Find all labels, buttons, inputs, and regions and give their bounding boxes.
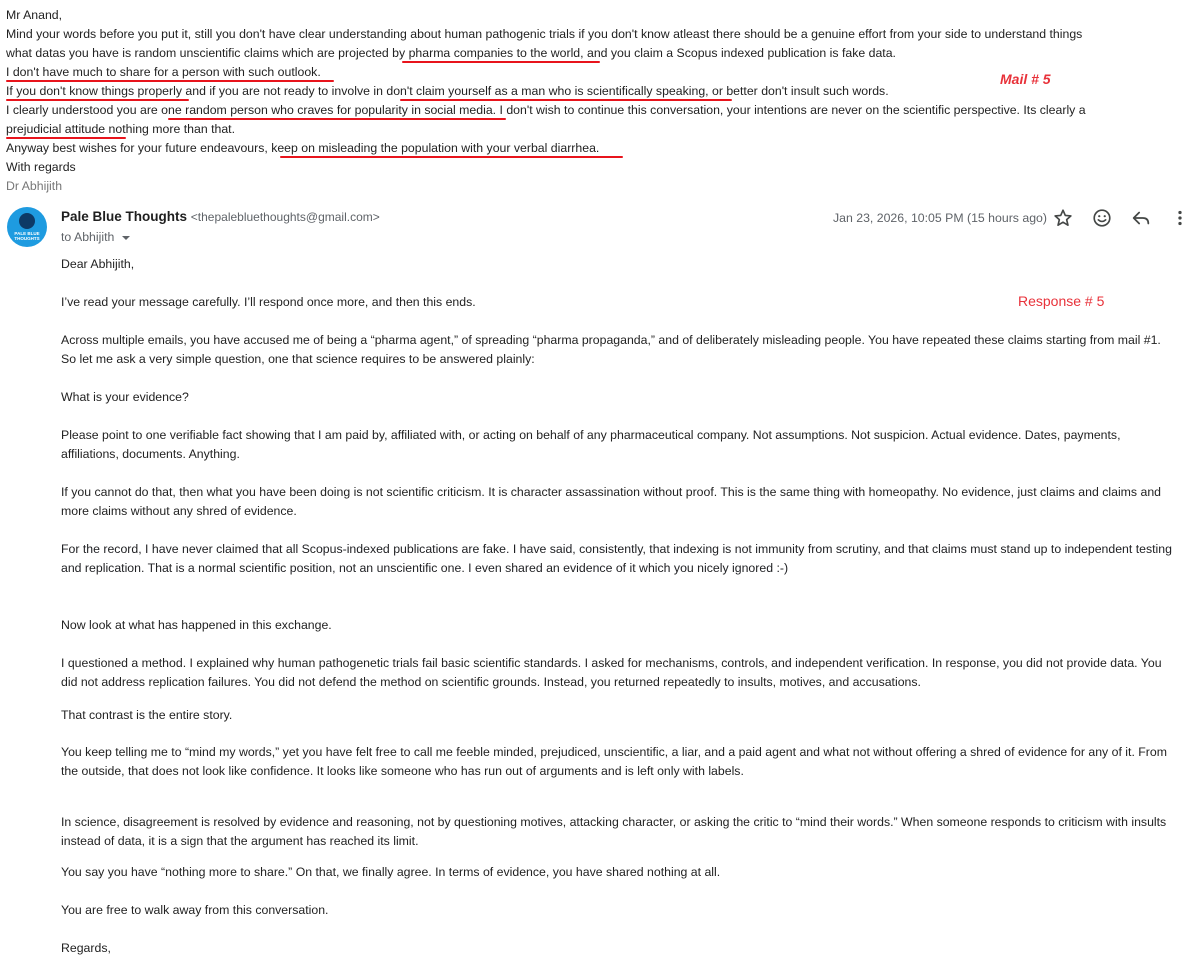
chevron-down-icon[interactable] [121,233,131,243]
red-underline [280,156,623,158]
quoted-line: With regards [6,160,76,174]
sender[interactable] [61,209,380,224]
mail-annotation: Mail # 5 [1000,71,1051,87]
sender-email[interactable]: <thepalebluethoughts@gmail.com> [190,210,380,224]
body-paragraph: You keep telling me to “mind my words,” yet you have felt free to call me feeble minded, prejudiced, unscientific, a liar, and a paid agent and what not without offering a shred of evidence for any of it. From the outside, that does not look like confidence. It looks like someone who has run out of arguments and is left only with labels. [61,745,1167,778]
quoted-signature: Dr Abhijith [6,179,63,193]
quoted-line: I don't have much to share for a person with such outlook. [6,65,321,79]
body-paragraph: You are free to walk away from this conversation. [61,903,329,917]
response-annotation: Response # 5 [1018,293,1105,309]
red-underline [6,99,189,101]
avatar-logo [19,213,35,229]
body-paragraph: For the record, I have never claimed that all Scopus-indexed publications are fake. I have said, consistently, that indexing is not immunity from scrutiny, and that claims must stand up to independent testing and replication. That is a normal scientific position, not an unscientific one. I even shared an evidence of it which you nicely ignored :-) [61,542,1172,575]
message-date: Jan 23, 2026, 10:05 PM (15 hours ago) [833,211,1047,225]
reply-icon[interactable] [1130,207,1152,229]
quoted-line: If you don't know things properly and if you are not ready to involve in don't claim yourself as a man who is scientifically speaking, or better don't insult such words. [6,84,889,98]
quoted-line: Anyway best wishes for your future endeavours, keep on misleading the population with your verbal diarrhea. [6,141,600,155]
red-underline [6,137,126,139]
body-paragraph: You say you have “nothing more to share.” On that, we finally agree. In terms of evidence, you have shared nothing at all. [61,865,721,879]
red-underline [402,61,600,63]
recipient-dropdown[interactable] [61,230,131,244]
emoji-icon[interactable] [1091,207,1113,229]
sign-off: Regards, [61,941,111,955]
quoted-line: prejudicial attitude nothing more than that. [6,122,236,136]
red-underline [6,80,334,82]
body-paragraph: What is your evidence? [61,390,189,404]
red-underline [400,99,732,101]
body-paragraph: Now look at what has happened in this exchange. [61,618,332,632]
quoted-line: I clearly understood you are one random person who craves for popularity in social media. I don't wish to continue this conversation, your intentions are never on the scientific perspective. Its clearly a [6,103,1086,117]
body-paragraph: I questioned a method. I explained why human pathogenetic trials fail basic scientific standards. I asked for mechanisms, controls, and independent verification. In response, you did not provide data. You did not address replication failures. You did not defend the method on scientific grounds. Instead, you returned repeatedly to insults, motives, and accusations. [61,656,1162,689]
avatar-text: PALE BLUE THOUGHTS [14,231,40,241]
quoted-line: Mind your words before you put it, still you don't have clear understanding about human pathogenic trials if you don't know atleast there should be a genuine effort from your side to understand things [6,27,1083,41]
body-paragraph: Across multiple emails, you have accused me of being a “pharma agent,” of spreading “pharma propaganda,” and of deliberately misleading people. You have repeated these claims starting from mail #1. So let me ask a very simple question, one that science requires to be answered plainly: [61,333,1161,366]
red-underline [168,118,506,120]
avatar[interactable] [7,207,47,247]
more-vert-icon[interactable] [1170,207,1190,229]
body-paragraph: Please point to one verifiable fact showing that I am paid by, affiliated with, or acting on behalf of any pharmaceutical company. Not assumptions. Not suspicion. Actual evidence. Dates, payments, affiliations, documents. Anything. [61,428,1121,461]
quoted-line: Mr Anand, [6,8,63,22]
star-icon[interactable] [1052,207,1074,229]
quoted-line: what datas you have is random unscientific claims which are projected by pharma companies to the world, and you claim a Scopus indexed publication is fake data. [6,46,896,60]
body-paragraph: In science, disagreement is resolved by evidence and reasoning, not by questioning motives, attacking character, or asking the critic to “mind their words.” When someone responds to criticism with insults instead of data, it is a sign that the argument has reached its limit. [61,815,1167,848]
greeting: Dear Abhijith, [61,257,135,271]
sender-name[interactable]: Pale Blue Thoughts [61,209,188,224]
body-paragraph: If you cannot do that, then what you have been doing is not scientific criticism. It is character assassination without proof. This is the same thing with homeopathy. No evidence, just claims and claims and more claims without any shred of evidence. [61,485,1162,518]
body-paragraph: That contrast is the entire story. [61,708,233,722]
recipient-label: to Abhijith [61,230,115,244]
body-paragraph: I’ve read your message carefully. I’ll respond once more, and then this ends. [61,295,476,309]
